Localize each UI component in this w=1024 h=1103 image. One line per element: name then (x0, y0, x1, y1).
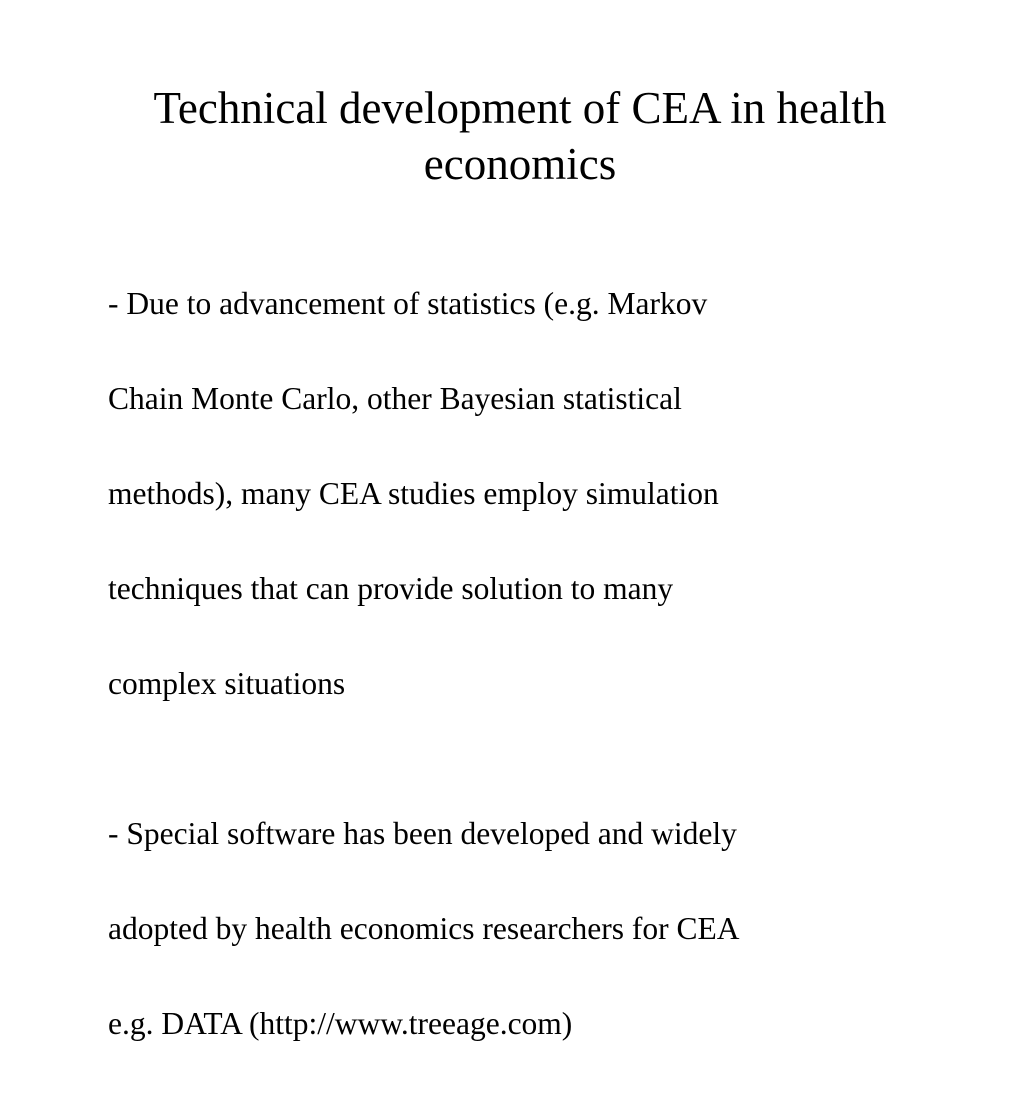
bullet-line: techniques that can provide solution to many (108, 570, 674, 606)
bullet-line: complex situations (108, 665, 346, 701)
slide-title-line: Technical development of CEA in health (153, 83, 887, 133)
bullet-line: methods), many CEA studies employ simulation (108, 475, 719, 511)
bullet-item (108, 763, 928, 1096)
bullet-line: adopted by health economics researchers for CEA (108, 911, 740, 946)
slide-body (108, 232, 928, 1103)
slide-title (60, 80, 980, 192)
bullet-line: - Special software has been developed and widely (108, 816, 737, 851)
bullet-line: - Due to advancement of statistics (e.g. Markov (108, 285, 708, 321)
slide-title-line: economics (423, 139, 617, 189)
bullet-line: Chain Monte Carlo, other Bayesian statistical (108, 380, 682, 416)
bullet-item (108, 232, 928, 755)
bullet-line: e.g. DATA (http://www.treeage.com) (108, 1006, 573, 1041)
